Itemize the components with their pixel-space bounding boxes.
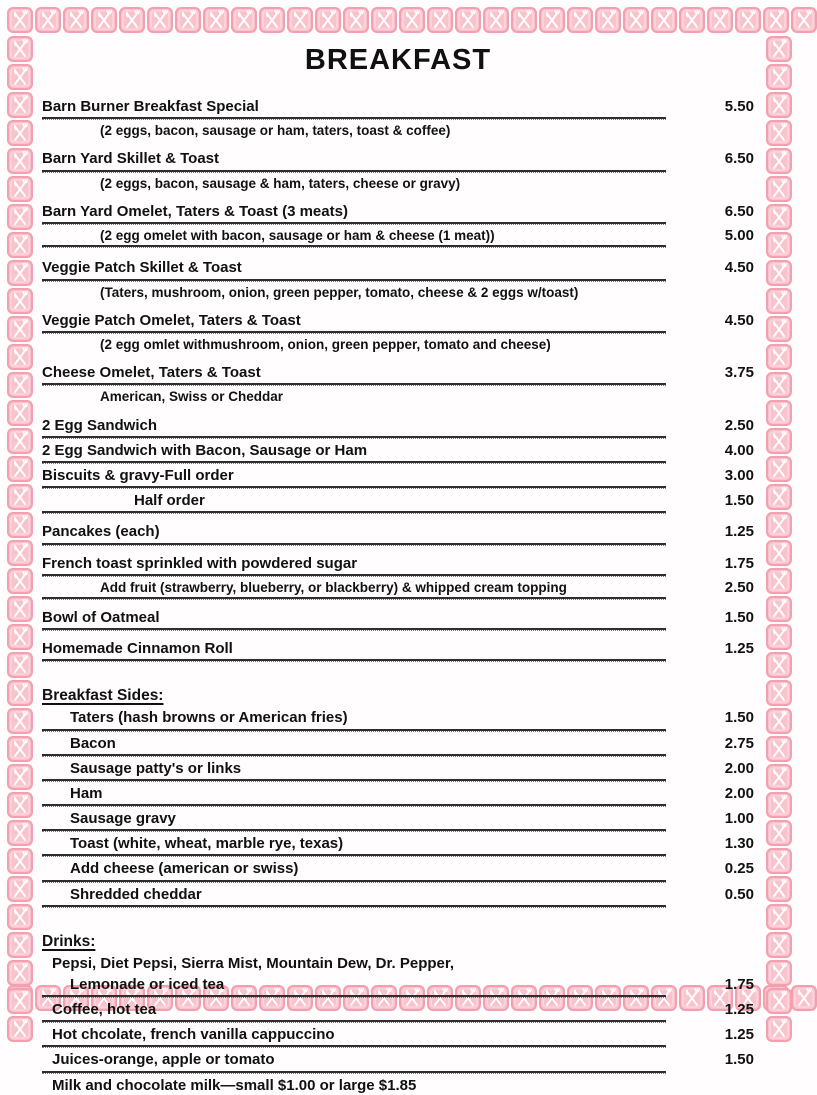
fork-knife-icon [7,932,33,958]
fork-knife-icon [7,708,33,734]
menu-row-item [42,734,754,757]
fork-knife-icon [483,7,509,33]
menu-row-item [42,834,754,857]
separator-rule [42,597,666,600]
menu-row-item [42,759,754,782]
fork-knife-icon [259,7,285,33]
item-label: Ham [70,784,103,802]
item-label: Pepsi, Diet Pepsi, Sierra Mist, Mountain Dew, Dr. Pepper, [52,954,455,972]
fork-knife-icon [766,624,792,650]
item-label: Veggie Patch Omelet, Taters & Toast [42,311,301,329]
fork-knife-icon [766,568,792,594]
separator-rule [42,995,666,998]
item-price: 2.75 [724,734,754,752]
fork-knife-icon [766,932,792,958]
item-price: 1.50 [724,609,754,627]
menu-row-sub [42,175,754,192]
fork-knife-icon [7,792,33,818]
fork-knife-icon [7,400,33,426]
menu-row-item [42,1050,754,1073]
item-label: French toast sprinkled with powdered sugar [42,554,358,572]
menu-row-item [42,258,754,281]
fork-knife-icon [791,985,817,1011]
item-price: 1.30 [724,835,754,853]
menu-row-item [42,416,754,439]
item-price: 1.25 [724,640,754,658]
fork-knife-icon [766,540,792,566]
menu-row-item [42,639,754,662]
fork-knife-icon [766,36,792,62]
fork-knife-icon [766,820,792,846]
menu-row-text [42,1076,754,1095]
menu-row-sub [42,227,754,248]
item-label: (2 eggs, bacon, sausage & ham, taters, cheese or gravy) [100,175,461,191]
fork-knife-icon [766,148,792,174]
fork-knife-icon [91,7,117,33]
fork-knife-icon [7,92,33,118]
menu-row-item [42,522,754,545]
fork-knife-icon [766,680,792,706]
item-price: 1.25 [724,523,754,541]
item-label: Taters (hash browns or American fries) [70,709,348,727]
fork-knife-icon [791,7,817,33]
item-label: 2 Egg Sandwich with Bacon, Sausage or Ham [42,441,368,459]
menu-row-item [42,1025,754,1048]
menu-row-item [42,202,754,225]
fork-knife-icon [315,7,341,33]
separator-rule [42,729,666,732]
item-price: 5.00 [724,227,754,245]
fork-knife-icon [766,344,792,370]
item-label: Biscuits & gravy-Full order [42,467,234,485]
fork-knife-icon [7,7,33,33]
separator-rule [42,779,666,782]
item-price: 4.00 [724,441,754,459]
separator-rule [42,331,666,334]
item-label: Barn Yard Omelet, Taters & Toast (3 meats) [42,202,348,220]
menu-row-item [42,441,754,464]
item-label: Bacon [70,734,116,752]
separator-rule [42,383,666,386]
item-label: Add cheese (american or swiss) [70,860,299,878]
item-price: 2.00 [724,784,754,802]
fork-knife-icon [175,7,201,33]
fork-knife-icon [7,456,33,482]
item-price: 1.50 [724,492,754,510]
item-label: Shredded cheddar [70,885,202,903]
menu-row-item [42,885,754,908]
fork-knife-icon [766,232,792,258]
fork-knife-icon [7,568,33,594]
fork-knife-icon [35,7,61,33]
fork-knife-icon [231,7,257,33]
menu-page [42,38,754,1094]
fork-knife-icon [7,120,33,146]
item-label: (2 egg omlet withmushroom, onion, green pepper, tomato and cheese) [100,337,551,352]
fork-knife-icon [7,736,33,762]
fork-knife-icon [766,288,792,314]
fork-knife-icon [766,456,792,482]
menu-row-sub [42,284,754,301]
item-price: 0.25 [724,860,754,878]
fork-knife-icon [766,64,792,90]
fork-knife-icon [7,680,33,706]
separator-rule [42,829,666,832]
fork-knife-icon [7,260,33,286]
item-label: Sausage gravy [70,810,176,828]
item-price: 1.75 [724,554,754,572]
fork-knife-icon [766,848,792,874]
item-label: Hot chcolate, french vanilla cappuccino [52,1026,335,1044]
item-price: 4.50 [724,311,754,329]
item-price: 1.00 [724,810,754,828]
menu-row-text [42,954,754,973]
menu-row-sub [42,122,754,139]
separator-rule [42,543,666,546]
fork-knife-icon [763,7,789,33]
menu-row-item [42,1000,754,1023]
separator-rule [42,486,666,489]
border-left [7,36,34,983]
page-title: BREAKFAST [304,44,492,76]
fork-knife-icon [7,652,33,678]
separator-rule [42,1071,666,1074]
item-label: Barn Yard Skillet & Toast [42,150,220,168]
fork-knife-icon [623,7,649,33]
menu-row-item [42,554,754,577]
separator-rule [42,117,666,120]
fork-knife-icon [766,960,792,986]
menu-row-item [42,608,754,631]
item-label: Pancakes (each) [42,523,160,541]
menu-row-item [42,784,754,807]
fork-knife-icon [7,904,33,930]
fork-knife-icon [766,428,792,454]
fork-knife-icon [7,148,33,174]
separator-rule [42,905,666,908]
fork-knife-icon [766,484,792,510]
item-price: 1.25 [724,1026,754,1044]
separator-rule [42,436,666,439]
menu-row-item [42,708,754,731]
separator-rule [42,222,666,225]
fork-knife-icon [766,512,792,538]
fork-knife-icon [203,7,229,33]
fork-knife-icon [766,736,792,762]
separator-rule [42,659,666,662]
fork-knife-icon [766,260,792,286]
fork-knife-icon [7,176,33,202]
menu-row-item [42,809,754,832]
fork-knife-icon [766,596,792,622]
fork-knife-icon [7,960,33,986]
item-label: Sausage patty's or links [70,759,242,777]
fork-knife-icon [766,708,792,734]
fork-knife-icon [7,596,33,622]
fork-knife-icon [7,512,33,538]
fork-knife-icon [766,120,792,146]
fork-knife-icon [7,428,33,454]
fork-knife-icon [343,7,369,33]
item-label: Half order [134,492,205,510]
menu-row-header [42,932,754,952]
menu-row-item [42,149,754,172]
section-header: Drinks: [42,932,96,950]
separator-rule [42,574,666,577]
fork-knife-icon [766,92,792,118]
menu-row-sub [42,336,754,353]
fork-knife-icon [766,1016,792,1042]
item-label: 2 Egg Sandwich [42,416,158,434]
fork-knife-icon [679,7,705,33]
item-price: 2.50 [724,578,754,596]
fork-knife-icon [766,988,792,1014]
fork-knife-icon [766,316,792,342]
item-price: 3.75 [724,364,754,382]
item-label: Veggie Patch Skillet & Toast [42,259,242,277]
item-label: Add fruit (strawberry, blueberry, or blackberry) & whipped cream topping [100,579,567,595]
menu-row-item [42,363,754,386]
fork-knife-icon [7,344,33,370]
item-price: 1.75 [724,975,754,993]
fork-knife-icon [567,7,593,33]
menu-row-item [42,466,754,489]
fork-knife-icon [7,624,33,650]
menu-row-header [42,686,754,706]
menu-row-item [42,97,754,120]
item-label: (2 eggs, bacon, sausage or ham, taters, toast & coffee) [100,123,451,139]
item-price: 2.50 [724,416,754,434]
item-label: Bowl of Oatmeal [42,609,160,627]
item-label: Homemade Cinnamon Roll [42,640,233,658]
fork-knife-icon [7,316,33,342]
border-top [7,7,793,34]
fork-knife-icon [7,764,33,790]
fork-knife-icon [766,400,792,426]
fork-knife-icon [766,652,792,678]
item-label: (Taters, mushroom, onion, green pepper, tomato, cheese & 2 eggs w/toast) [100,284,579,300]
separator-rule [42,754,666,757]
separator-rule [42,511,666,514]
item-label: Coffee, hot tea [52,1001,157,1019]
fork-knife-icon [63,7,89,33]
fork-knife-icon [7,988,33,1014]
item-price: 5.50 [724,98,754,115]
separator-rule [42,170,666,173]
menu-row-item [42,311,754,334]
separator-rule [42,1045,666,1048]
fork-knife-icon [7,64,33,90]
fork-knife-icon [371,7,397,33]
fork-knife-icon [7,848,33,874]
separator-rule [42,245,666,248]
fork-knife-icon [147,7,173,33]
fork-knife-icon [766,904,792,930]
item-label: Juices-orange, apple or tomato [52,1051,275,1069]
border-right [766,36,793,983]
menu-row-item [42,975,754,998]
fork-knife-icon [735,7,761,33]
item-price: 6.50 [724,202,754,220]
menu-row-sub [42,388,754,405]
fork-knife-icon [7,36,33,62]
fork-knife-icon [766,372,792,398]
fork-knife-icon [595,7,621,33]
fork-knife-icon [399,7,425,33]
fork-knife-icon [287,7,313,33]
item-price: 1.50 [724,709,754,727]
separator-rule [42,279,666,282]
fork-knife-icon [651,7,677,33]
item-price: 3.00 [724,467,754,485]
item-price: 2.00 [724,759,754,777]
separator-rule [42,880,666,883]
menu-rows [42,97,754,1095]
fork-knife-icon [766,176,792,202]
separator-rule [42,804,666,807]
item-label: Barn Burner Breakfast Special [42,98,259,115]
fork-knife-icon [455,7,481,33]
item-label: (2 egg omelet with bacon, sausage or ham & cheese (1 meat)) [100,228,495,244]
fork-knife-icon [7,372,33,398]
fork-knife-icon [7,204,33,230]
separator-rule [42,1020,666,1023]
item-price: 0.50 [724,885,754,903]
fork-knife-icon [119,7,145,33]
fork-knife-icon [427,7,453,33]
item-price: 1.25 [724,1001,754,1019]
item-label: Lemonade or iced tea [70,975,225,993]
separator-rule [42,854,666,857]
item-price: 1.50 [724,1051,754,1069]
item-label: Milk and chocolate milk—small $1.00 or large $1.85 [52,1076,417,1094]
item-label: American, Swiss or Cheddar [100,389,284,405]
fork-knife-icon [511,7,537,33]
fork-knife-icon [539,7,565,33]
fork-knife-icon [7,876,33,902]
item-price: 6.50 [724,150,754,168]
fork-knife-icon [766,876,792,902]
fork-knife-icon [7,288,33,314]
fork-knife-icon [7,484,33,510]
section-header: Breakfast Sides: [42,687,164,705]
menu-row-item [42,491,754,514]
fork-knife-icon [766,792,792,818]
fork-knife-icon [7,540,33,566]
fork-knife-icon [7,1016,33,1042]
fork-knife-icon [7,232,33,258]
separator-rule [42,461,666,464]
fork-knife-icon [766,764,792,790]
fork-knife-icon [707,7,733,33]
fork-knife-icon [7,820,33,846]
item-price: 4.50 [724,259,754,277]
separator-rule [42,628,666,631]
menu-row-item [42,859,754,882]
item-label: Toast (white, wheat, marble rye, texas) [70,835,344,853]
menu-row-sub [42,579,754,600]
item-label: Cheese Omelet, Taters & Toast [42,364,261,382]
fork-knife-icon [766,204,792,230]
